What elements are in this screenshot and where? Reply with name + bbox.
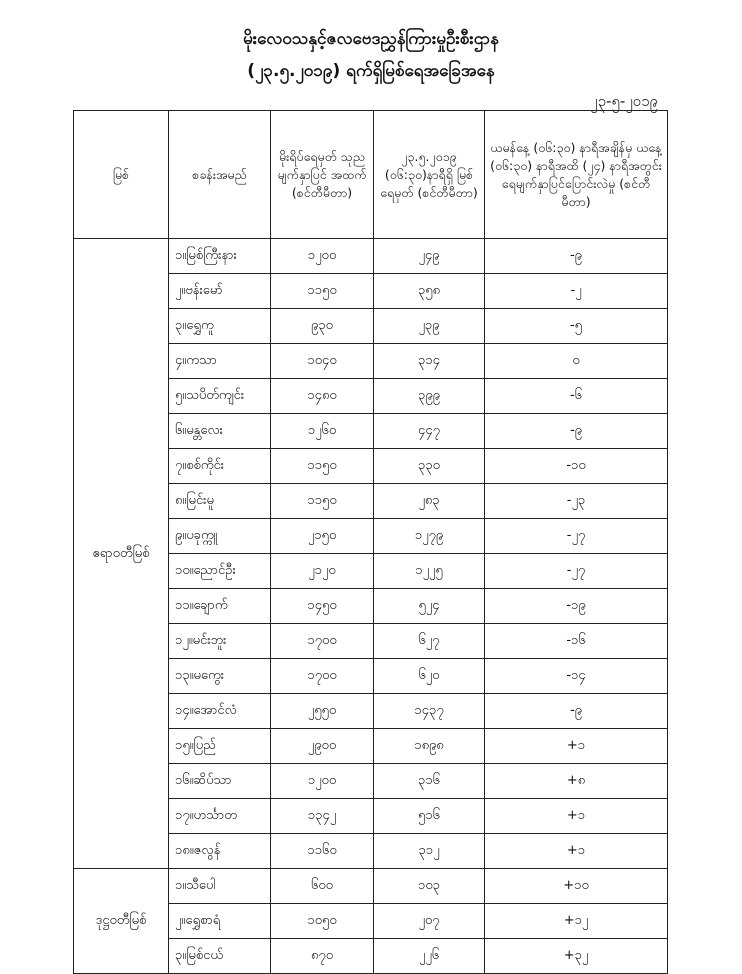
header-danger-level: မိုးရိပ်ရေမှတ် သုညမျက်နှာပြင် အထက် (စင်တီမီတာ) <box>271 111 374 239</box>
level-change-cell: +၁၂ <box>485 904 668 939</box>
station-cell: ၁၂။မင်းဘူး <box>169 624 271 659</box>
table-row <box>74 869 668 904</box>
danger-level-cell: ၈၇၀ <box>271 939 374 974</box>
current-level-cell: ၄၄၇ <box>374 414 485 449</box>
current-level-cell: ၁၂၇၉ <box>374 519 485 554</box>
level-change-cell: -၉ <box>485 694 668 729</box>
danger-level-cell: ၁၁၅၀ <box>271 449 374 484</box>
river-name-cell: ဒုဋ္ဌဝတီမြစ် <box>74 869 169 974</box>
current-level-cell: ၅၁၆ <box>374 799 485 834</box>
level-change-cell: +၁၀ <box>485 869 668 904</box>
current-level-cell: ၃၁၆ <box>374 764 485 799</box>
station-cell: ၃။ရွှေကူ <box>169 309 271 344</box>
current-level-cell: ၃၁၄ <box>374 344 485 379</box>
danger-level-cell: ၁၂၆၀ <box>271 414 374 449</box>
level-change-cell: -၂ <box>485 274 668 309</box>
danger-level-cell: ၁၃၄၂ <box>271 799 374 834</box>
danger-level-cell: ၂၉၀၀ <box>271 729 374 764</box>
current-level-cell: ၆၂၇ <box>374 624 485 659</box>
level-change-cell: -၆ <box>485 379 668 414</box>
table-row <box>74 239 668 274</box>
station-cell: ၁၃။မကွေး <box>169 659 271 694</box>
station-cell: ၁။မြစ်ကြီးနား <box>169 239 271 274</box>
station-cell: ၉။ပခုက္ကူ <box>169 519 271 554</box>
station-cell: ၄။ကသာ <box>169 344 271 379</box>
current-level-cell: ၂၄၉ <box>374 239 485 274</box>
station-cell: ၈။မြင်းမူ <box>169 484 271 519</box>
current-level-cell: ၁၂၂၅ <box>374 554 485 589</box>
level-change-cell: +၈ <box>485 764 668 799</box>
current-level-cell: ၂၂၆ <box>374 939 485 974</box>
station-cell: ၁၀။ညောင်ဦး <box>169 554 271 589</box>
danger-level-cell: ၁၁၆၀ <box>271 834 374 869</box>
station-cell: ၁။သီပေါ <box>169 869 271 904</box>
level-change-cell: -၁၄ <box>485 659 668 694</box>
current-level-cell: ၃၁၂ <box>374 834 485 869</box>
level-change-cell: +၁ <box>485 729 668 764</box>
current-level-cell: ၅၂၄ <box>374 589 485 624</box>
danger-level-cell: ၁၂၀၀ <box>271 764 374 799</box>
danger-level-cell: ၁၇၀၀ <box>271 659 374 694</box>
danger-level-cell: ၁၀၄၀ <box>271 344 374 379</box>
current-level-cell: ၂၀၇ <box>374 904 485 939</box>
level-change-cell: ၀ <box>485 344 668 379</box>
current-level-cell: ၂၈၃ <box>374 484 485 519</box>
danger-level-cell: ၆၀၀ <box>271 869 374 904</box>
level-change-cell: -၁၀ <box>485 449 668 484</box>
current-level-cell: ၁၀၃ <box>374 869 485 904</box>
header-river: မြစ် <box>74 111 169 239</box>
table-header-row <box>74 111 668 239</box>
danger-level-cell: ၁၁၅၀ <box>271 274 374 309</box>
station-cell: ၅။သပိတ်ကျင်း <box>169 379 271 414</box>
header-current-level: ၂၃.၅.၂၀၁၉ (၀၆:၃၀)နာရီရှိ မြစ်ရေမှတ် (စင်တီမီတာ) <box>374 111 485 239</box>
level-change-cell: -၉ <box>485 414 668 449</box>
station-cell: ၁၈။ဇလွန် <box>169 834 271 869</box>
table-body <box>74 239 668 974</box>
station-cell: ၁၄။အောင်လံ <box>169 694 271 729</box>
level-change-cell: -၂၃ <box>485 484 668 519</box>
danger-level-cell: ၁၀၅၀ <box>271 904 374 939</box>
document-date: ၂၃-၅-၂၀၁၉ <box>590 92 658 110</box>
danger-level-cell: ၁၄၅၀ <box>271 589 374 624</box>
header-level-change: ယမန်နေ့ (၀၆:၃၀) နာရီအချိန်မှ ယနေ့ (၀၆:၃၀) နာရီအထိ (၂၄) နာရီအတွင်း ရေမျက်နှာပြင်ပြောင်းလဲမှု (စင်တီမီတာ) <box>485 111 668 239</box>
level-change-cell: -၉ <box>485 239 668 274</box>
river-name-cell: ဧရာဝတီမြစ် <box>74 239 169 869</box>
level-change-cell: -၂၇ <box>485 519 668 554</box>
header-station: စခန်းအမည် <box>169 111 271 239</box>
danger-level-cell: ၁၁၅၀ <box>271 484 374 519</box>
river-level-table <box>73 110 668 974</box>
danger-level-cell: ၂၁၅၀ <box>271 519 374 554</box>
current-level-cell: ၆၂၀ <box>374 659 485 694</box>
station-cell: ၁၆။ဆိပ်သာ <box>169 764 271 799</box>
danger-level-cell: ၉၃၀ <box>271 309 374 344</box>
level-change-cell: -၂၇ <box>485 554 668 589</box>
station-cell: ၁၅။ပြည် <box>169 729 271 764</box>
level-change-cell: -၅ <box>485 309 668 344</box>
danger-level-cell: ၂၅၅၀ <box>271 694 374 729</box>
danger-level-cell: ၂၁၂၀ <box>271 554 374 589</box>
danger-level-cell: ၁၂၀၀ <box>271 239 374 274</box>
current-level-cell: ၁၈၉၈ <box>374 729 485 764</box>
station-cell: ၂။ဗန်းမော် <box>169 274 271 309</box>
station-cell: ၁၇။ဟင်္သာတ <box>169 799 271 834</box>
current-level-cell: ၂၃၉ <box>374 309 485 344</box>
danger-level-cell: ၁၄၈၀ <box>271 379 374 414</box>
level-change-cell: -၁၉ <box>485 589 668 624</box>
current-level-cell: ၃၃၀ <box>374 449 485 484</box>
level-change-cell: -၁၆ <box>485 624 668 659</box>
station-cell: ၇။စစ်ကိုင်း <box>169 449 271 484</box>
station-cell: ၂။ရွှေစာရံ <box>169 904 271 939</box>
station-cell: ၆။မန္တလေး <box>169 414 271 449</box>
danger-level-cell: ၁၇၀၀ <box>271 624 374 659</box>
document-subtitle: (၂၃.၅.၂၀၁၉) ရက်ရှိမြစ်ရေအခြေအနေ <box>247 61 495 81</box>
level-change-cell: +၁ <box>485 799 668 834</box>
current-level-cell: ၃၉၉ <box>374 379 485 414</box>
document-title: မိုးလေဝသနှင့်ဇလဗေဒညွှန်ကြားမှုဦးစီးဌာန <box>243 29 499 49</box>
station-cell: ၁၁။ချောက် <box>169 589 271 624</box>
level-change-cell: +၃၂ <box>485 939 668 974</box>
current-level-cell: ၃၅၈ <box>374 274 485 309</box>
station-cell: ၃။မြစ်ငယ် <box>169 939 271 974</box>
level-change-cell: +၁ <box>485 834 668 869</box>
current-level-cell: ၁၄၃၇ <box>374 694 485 729</box>
